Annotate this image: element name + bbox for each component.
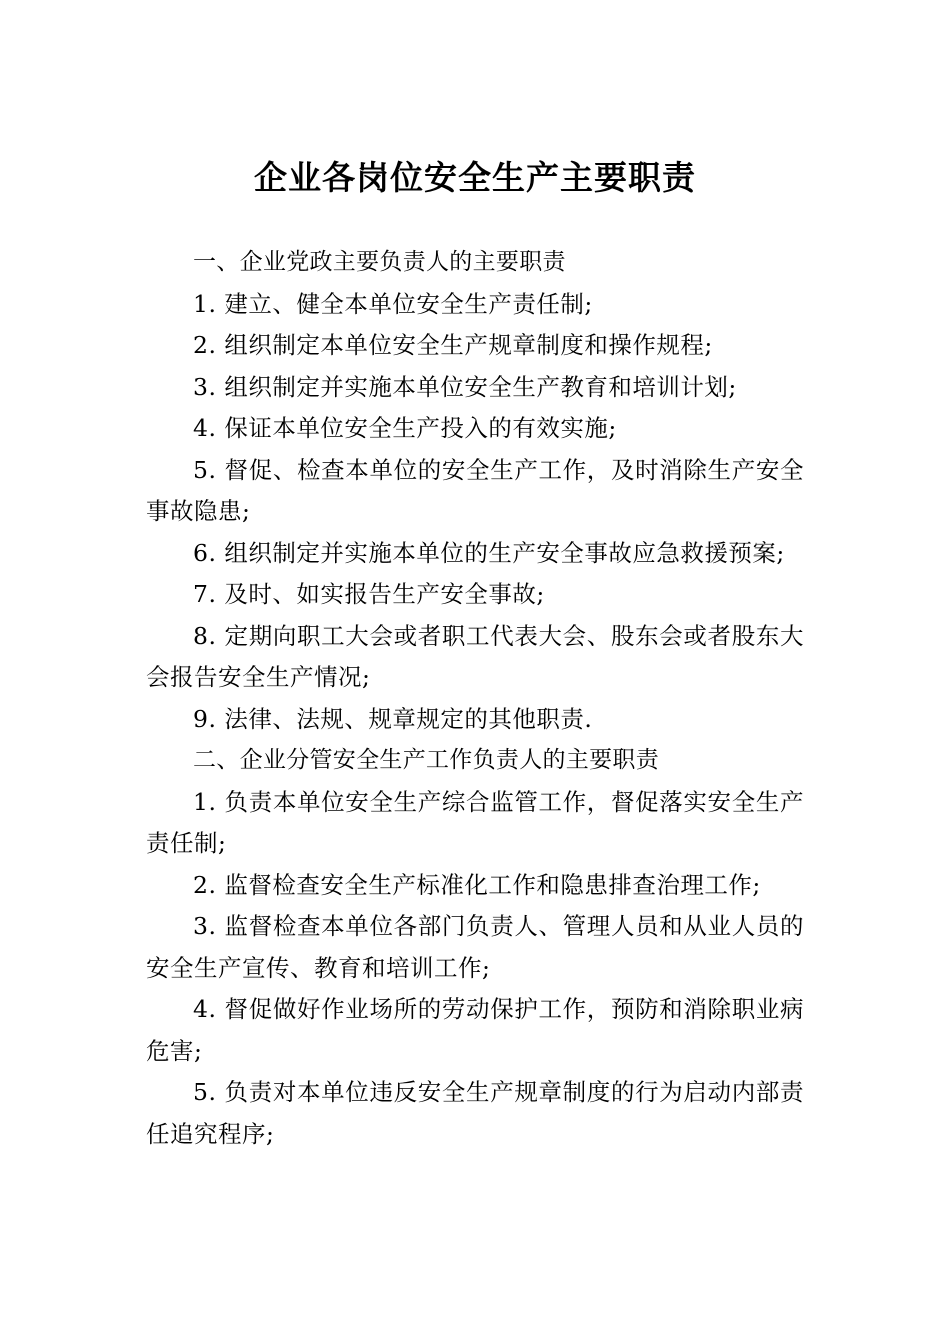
section-heading: 一、企业党政主要负责人的主要职责 [193,249,566,275]
document-title: 企业各岗位安全生产主要职责 [254,158,696,197]
list-item: 4. 督促做好作业场所的劳动保护工作，预防和消除职业病危害; [146,995,804,1065]
list-item: 2. 监督检查安全生产标准化工作和隐患排查治理工作; [193,870,761,899]
document-body [146,242,804,1155]
list-item: 5. 督促、检查本单位的安全生产工作，及时消除生产安全事故隐患; [146,455,804,525]
list-item: 3. 监督检查本单位各部门负责人、管理人员和从业人员的安全生产宣传、教育和培训工作; [146,912,804,982]
list-item: 6. 组织制定并实施本单位的生产安全事故应急救援预案; [193,538,785,567]
list-item: 5. 负责对本单位违反安全生产规章制度的行为启动内部责任追究程序; [146,1078,804,1148]
list-item: 7. 及时、如实报告生产安全事故; [193,580,545,608]
list-item: 3. 组织制定并实施本单位安全生产教育和培训计划; [193,372,737,401]
list-item: 4. 保证本单位安全生产投入的有效实施; [193,414,617,442]
list-item: 1. 负责本单位安全生产综合监管工作，督促落实安全生产责任制; [146,787,804,857]
list-item: 9. 法律、法规、规章规定的其他职责. [193,704,593,733]
section-heading: 二、企业分管安全生产工作负责人的主要职责 [193,747,659,773]
list-item: 8. 定期向职工大会或者职工代表大会、股东会或者股东大会报告安全生产情况; [146,621,804,691]
list-item: 2. 组织制定本单位安全生产规章制度和操作规程; [193,331,713,359]
list-item: 1. 建立、健全本单位安全生产责任制; [193,289,593,318]
